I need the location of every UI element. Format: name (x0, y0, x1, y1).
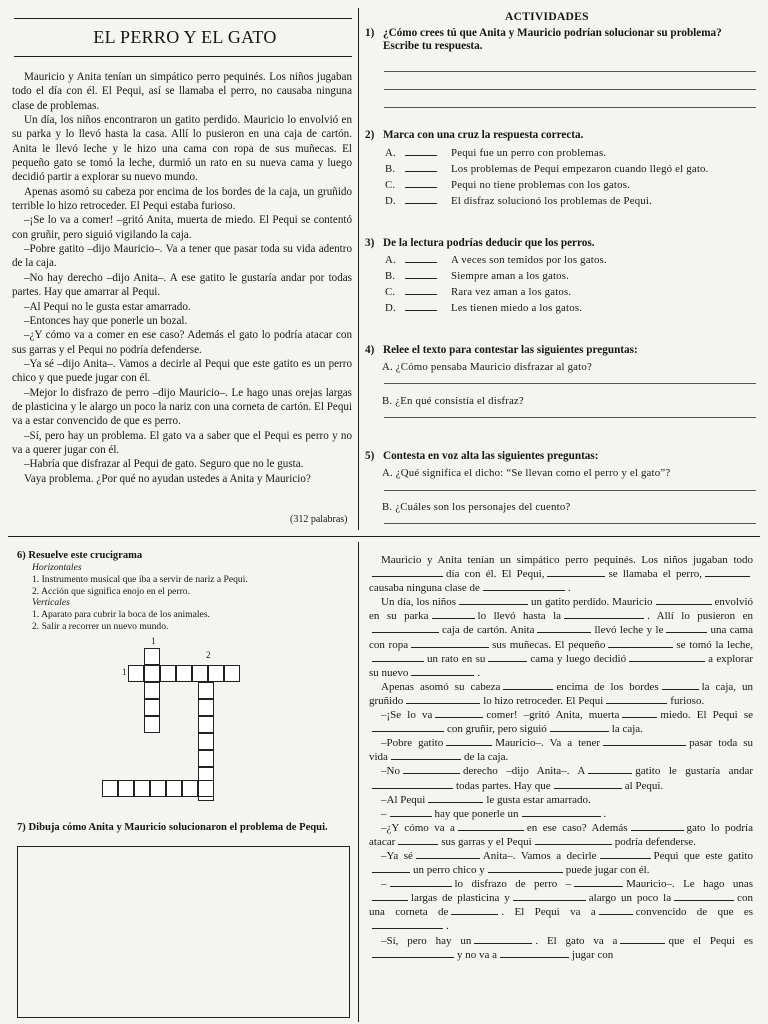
cloze-segment: –Pobre gatito (381, 737, 444, 750)
option-letter: C. (385, 286, 396, 298)
blank-field[interactable] (403, 764, 460, 774)
checkbox-blank[interactable] (405, 179, 437, 188)
cloze-segment: sus garras y el Pequi (441, 835, 532, 848)
answer-line[interactable] (384, 107, 756, 108)
blank-field[interactable] (588, 764, 632, 774)
story-paragraph: Mauricio y Anita tenían un simpático perro pequinés. Los niños jugaban todo el día con él. El Pequi, así se llamaba el perro, no causaba ninguna clase de problemas. (12, 71, 352, 112)
crossword-cell[interactable] (198, 733, 214, 750)
blank-field[interactable] (574, 877, 623, 887)
answer-line[interactable] (384, 89, 756, 90)
crossword-cell[interactable] (198, 682, 214, 699)
option-letter: B. (385, 270, 396, 282)
blank-field[interactable] (488, 863, 563, 873)
question-3 (365, 237, 760, 250)
blank-field[interactable] (631, 821, 684, 831)
word-count: (312 palabras) (290, 514, 348, 525)
cloze-segment: gato lo podría atacar (369, 821, 753, 848)
cloze-segment: . (567, 582, 571, 595)
cloze-segment: hay que ponerle un (434, 807, 519, 820)
story-paragraph: –Mejor lo disfrazo de perro –dijo Mauricio–. Le hago unas orejas largas de plasticina y le alargo un poco la nariz con una corneta de cartón. El Pequi va a estar convencido de que es perro. (12, 386, 352, 428)
horizontal-divider (8, 536, 760, 537)
option-text: Pequi fue un perro con problemas. (451, 147, 607, 159)
cloze-paragraph (369, 793, 753, 807)
crossword-number: 1 (151, 636, 156, 646)
blank-field[interactable] (537, 623, 591, 633)
question-4b: B. ¿En qué consistía el disfraz? (382, 395, 524, 407)
blank-field[interactable] (666, 623, 707, 633)
crossword-cell[interactable] (192, 665, 208, 682)
story-paragraph: –¿Y cómo va a comer en ese caso? Además el gato lo podría atacar con sus garras y el Pequi no podría defenderse. (12, 329, 352, 356)
blank-field[interactable] (372, 779, 453, 789)
story-paragraph: –Al Pequi no le gusta estar amarrado. (24, 300, 191, 313)
question-4 (365, 344, 760, 357)
crossword-cell[interactable] (182, 780, 198, 797)
crossword-cell[interactable] (118, 780, 134, 797)
question-5b: B. ¿Cuáles son los personajes del cuento? (382, 501, 571, 513)
crossword-cell[interactable] (198, 750, 214, 767)
blank-field[interactable] (600, 849, 651, 859)
question-2 (365, 129, 760, 142)
question-text: Contesta en voz alta las siguientes preguntas: (383, 450, 599, 462)
question-number: 5) (365, 450, 375, 462)
question-5 (365, 450, 760, 463)
blank-field[interactable] (620, 934, 665, 944)
question-7: 7) Dibuja cómo Anita y Mauricio solucionaron el problema de Pequi. (17, 822, 328, 833)
cloze-segment: jugar con (572, 948, 614, 961)
option-letter: A. (385, 254, 396, 266)
checkbox-blank[interactable] (405, 195, 437, 204)
option-a[interactable] (385, 254, 765, 266)
option-text: A veces son temidos por los gatos. (451, 254, 607, 266)
cloze-segment: –¡Se lo va (381, 709, 433, 722)
crossword-cell[interactable] (144, 682, 160, 699)
blank-field[interactable] (391, 750, 461, 760)
option-text: Rara vez aman a los gatos. (451, 286, 572, 298)
cloze-segment: una cama con ropa (369, 624, 753, 651)
cloze-segment: en ese caso? Además (526, 821, 628, 834)
blank-field[interactable] (372, 722, 444, 732)
option-text: Pequi no tiene problemas con los gatos. (451, 179, 631, 191)
option-letter: B. (385, 163, 396, 175)
blank-field[interactable] (535, 835, 612, 845)
story-paragraph: –Ya sé –dijo Anita–. Vamos a decirle al Pequi que este gatito es un perro chico y que puede jugar con él. (12, 357, 352, 385)
cloze-segment: Pequi que este gatito (653, 849, 753, 862)
clue-horizontal-1: 1. Instrumento musical que iba a servir de nariz a Pequi. (32, 574, 248, 585)
cloze-segment: podría defenderse. (614, 835, 696, 848)
option-letter: D. (385, 302, 396, 314)
story-paragraph: Vaya problema. ¿Por qué no ayudan ustedes a Anita y Mauricio? (24, 472, 311, 485)
cloze-segment: . El Pequi va a (501, 906, 596, 919)
blank-field[interactable] (435, 708, 483, 718)
checkbox-blank[interactable] (405, 147, 437, 156)
option-letter: D. (385, 195, 396, 207)
cloze-segment: cama y luego decidió (530, 652, 627, 665)
checkbox-blank[interactable] (405, 163, 437, 172)
crossword-number: 1 (122, 667, 127, 677)
crossword-cell[interactable] (144, 648, 160, 665)
cloze-segment: llevó leche y le (594, 624, 664, 637)
option-d[interactable] (385, 302, 765, 314)
option-text: Les tienen miedo a los gatos. (451, 302, 583, 314)
cloze-segment: puede jugar con él. (565, 864, 650, 877)
vertical-label: Verticales (32, 597, 70, 608)
story-paragraph: –No hay derecho –dijo Anita–. A ese gatito le gustaría andar por todas partes. Hay que amarrar al Pequi. (12, 271, 352, 299)
answer-line[interactable] (384, 490, 756, 491)
cloze-segment: de la caja. (463, 751, 509, 764)
crossword-cell[interactable] (102, 780, 118, 797)
cloze-segment: sus muñecas. El pequeño (492, 638, 606, 651)
question-text: ¿Cómo crees tú que Anita y Mauricio podrían solucionar su problema? Escribe tu respuesta. (383, 27, 722, 52)
checkbox-blank[interactable] (405, 270, 437, 279)
cloze-segment: con gruñir, pero siguió (447, 723, 547, 736)
cloze-segment: gatito le gustaría andar (635, 765, 753, 778)
blank-field[interactable] (451, 905, 498, 915)
blank-field[interactable] (500, 948, 569, 958)
cloze-segment: Apenas asomó su cabeza (381, 680, 501, 693)
activities-title: ACTIVIDADES (505, 11, 589, 23)
blank-field[interactable] (656, 595, 712, 605)
cloze-segment: . El gato va a (535, 934, 618, 947)
cloze-segment: con una corneta de (369, 892, 753, 919)
blank-field[interactable] (674, 891, 734, 901)
cloze-text (369, 553, 753, 962)
blank-field[interactable] (372, 863, 410, 873)
checkbox-blank[interactable] (405, 302, 437, 311)
cloze-segment: todas partes. Hay que (456, 779, 551, 792)
story-paragraph: –Entonces hay que ponerle un bozal. (24, 314, 188, 327)
cloze-segment: causaba ninguna clase de (369, 582, 480, 595)
blank-field[interactable] (522, 807, 601, 817)
cloze-segment: día con él. El Pequi, (446, 568, 545, 581)
title-rule-top (14, 18, 352, 19)
story-paragraph: –Habría que disfrazar al Pequi de gato. Seguro que no le gusta. (24, 458, 304, 471)
cloze-segment: Anita–. Vamos a decirle (482, 849, 597, 862)
story-text (12, 70, 352, 486)
cloze-segment: –¿Y cómo va a (381, 821, 455, 834)
blank-field[interactable] (390, 807, 432, 817)
option-letter: C. (385, 179, 396, 191)
blank-field[interactable] (488, 652, 527, 662)
blank-field[interactable] (416, 849, 480, 859)
cloze-paragraph (369, 680, 753, 708)
cloze-segment: convencido de que es (635, 906, 753, 919)
drawing-box[interactable] (17, 846, 350, 1018)
cloze-segment: –Ya sé (381, 849, 413, 862)
blank-field[interactable] (608, 638, 673, 648)
question-number: 2) (365, 129, 375, 141)
blank-field[interactable] (705, 567, 750, 577)
blank-field[interactable] (474, 934, 532, 944)
option-b[interactable] (385, 163, 765, 175)
blank-field[interactable] (458, 821, 524, 831)
cloze-paragraph (369, 595, 753, 680)
blank-field[interactable] (372, 652, 424, 662)
blank-field[interactable] (372, 567, 443, 577)
blank-field[interactable] (372, 919, 443, 929)
crossword-cell[interactable] (208, 665, 224, 682)
crossword-cell[interactable] (198, 699, 214, 716)
crossword-cell[interactable] (160, 665, 176, 682)
answer-line[interactable] (384, 383, 756, 384)
cloze-segment: . (446, 920, 449, 933)
crossword-title: 6) Resuelve este crucigrama (17, 550, 143, 561)
blank-field[interactable] (390, 877, 452, 887)
crossword-number: 2 (206, 650, 211, 660)
cloze-segment: Mauricio–. Le hago unas (626, 878, 754, 891)
option-d[interactable] (385, 195, 765, 207)
option-text: Siempre aman a los gatos. (451, 270, 570, 282)
cloze-segment: . Allí lo pusieron en (647, 610, 754, 623)
cloze-segment: encima de los bordes (556, 680, 659, 693)
blank-field[interactable] (372, 623, 439, 633)
cloze-paragraph (369, 849, 753, 877)
blank-field[interactable] (547, 567, 605, 577)
blank-field[interactable] (372, 891, 408, 901)
horizontal-label: Horizontales (32, 562, 82, 573)
question-1 (365, 27, 760, 53)
cloze-paragraph (369, 877, 753, 933)
option-c[interactable] (385, 286, 765, 298)
cloze-segment: miedo. El Pequi se (660, 709, 753, 722)
blank-field[interactable] (564, 609, 644, 619)
cloze-segment: al Pequi. (624, 779, 664, 792)
cloze-segment: . (603, 807, 607, 820)
cloze-paragraph (369, 807, 753, 821)
answer-line[interactable] (384, 71, 756, 72)
cloze-segment: un rato en su (427, 652, 486, 665)
cloze-segment: alargo un poco la (588, 892, 672, 905)
question-number: 1) (365, 27, 375, 39)
story-paragraph: Un día, los niños encontraron un gatito perdido. Mauricio lo envolvió en su parka y lo llevó hasta la casa. Allí lo pusieron en una caja de cartón. Anita le llevó leche y le hizo una cama con ropa de sus muñecas. El pequeño gato se tomó la leche, durmió un rato en su nueva cama y luego decidió partir a explorar su nuevo mundo. (12, 114, 352, 184)
blank-field[interactable] (372, 948, 454, 958)
title-rule-bottom (14, 56, 352, 57)
blank-field[interactable] (606, 694, 667, 704)
cloze-segment: . (477, 666, 481, 679)
crossword-cell[interactable] (134, 780, 150, 797)
blank-field[interactable] (662, 680, 699, 690)
blank-field[interactable] (428, 793, 483, 803)
cloze-paragraph (369, 736, 753, 764)
story-paragraph: –Sí, pero hay un problema. El gato va a saber que el Pequi es perro y no va a querer jugar con él. (12, 429, 352, 456)
cloze-segment: – (381, 878, 387, 891)
blank-field[interactable] (603, 736, 686, 746)
cloze-segment: un perro chico y (413, 864, 485, 877)
question-number: 4) (365, 344, 375, 356)
blank-field[interactable] (398, 835, 438, 845)
blank-field[interactable] (411, 666, 474, 676)
center-divider-top (358, 8, 359, 530)
cloze-segment: largas de plasticina y (411, 892, 510, 905)
cloze-segment: Un día, los niños (381, 596, 457, 609)
question-5a: A. ¿Qué significa el dicho: “Se llevan como el perro y el gato”? (382, 467, 671, 479)
blank-field[interactable] (629, 652, 705, 662)
story-title: EL PERRO Y EL GATO (93, 27, 277, 47)
cloze-segment: se llamaba el perro, (608, 568, 702, 581)
cloze-paragraph (369, 934, 753, 962)
clue-horizontal-2: 2. Acción que significa enojo en el perro. (32, 586, 190, 597)
checkbox-blank[interactable] (405, 254, 437, 263)
blank-field[interactable] (513, 891, 586, 901)
cloze-paragraph (369, 708, 753, 736)
clue-vertical-1: 1. Aparato para cubrir la boca de los animales. (32, 609, 210, 620)
crossword-cell[interactable] (166, 780, 182, 797)
blank-field[interactable] (622, 708, 657, 718)
cloze-segment: – (381, 807, 387, 820)
crossword-cell[interactable] (144, 716, 160, 733)
crossword-cell[interactable] (224, 665, 240, 682)
option-text: Los problemas de Pequi empezaron cuando llegó el gato. (451, 163, 709, 175)
blank-field[interactable] (411, 638, 489, 648)
story-paragraph: Apenas asomó su cabeza por encima de los bordes de la caja, un gruñido terrible lo hizo retroceder. El Pequi estaba furioso. (12, 185, 352, 213)
blank-field[interactable] (459, 595, 528, 605)
crossword-cell[interactable] (150, 780, 166, 797)
cloze-segment: –Sí, pero hay un (381, 934, 472, 947)
crossword-cell[interactable] (198, 716, 214, 733)
cloze-segment: lo hizo retroceder. El Pequi (483, 694, 604, 707)
blank-field[interactable] (446, 736, 492, 746)
story-paragraph: –¡Se lo va a comer! –gritó Anita, muerta de miedo. El Pequi se contentó con gruñir, pero siguió vigilando la caja. (12, 214, 352, 241)
cloze-segment: caja de cartón. Anita (442, 624, 535, 637)
option-b[interactable] (385, 270, 765, 282)
crossword-cell[interactable] (144, 665, 160, 682)
cloze-segment: lo disfrazo de perro – (454, 878, 572, 891)
cloze-segment: comer! –gritó Anita, muerta (486, 709, 620, 722)
cloze-segment: un gatito perdido. Mauricio (531, 596, 653, 609)
crossword-cell[interactable] (144, 699, 160, 716)
cloze-segment: a explorar su nuevo (369, 652, 754, 679)
cloze-segment: y no va a (457, 948, 498, 961)
crossword-cell[interactable] (128, 665, 144, 682)
cloze-segment: –Al Pequi (381, 793, 426, 806)
question-number: 3) (365, 237, 375, 249)
option-letter: A. (385, 147, 396, 159)
cloze-segment: lo llevó hasta la (477, 610, 562, 623)
cloze-segment: envolvió en su parka (369, 596, 753, 623)
question-text: Relee el texto para contestar las siguientes preguntas: (383, 344, 638, 356)
cloze-segment: Mauricio y Anita tenían un simpático perro pequinés. Los niños jugaban todo (381, 554, 753, 566)
blank-field[interactable] (554, 779, 622, 789)
cloze-segment: que el Pequi es (668, 934, 753, 947)
clue-vertical-2: 2. Salir a recorrer un nuevo mundo. (32, 621, 169, 632)
cloze-paragraph (369, 553, 753, 595)
blank-field[interactable] (406, 694, 480, 704)
blank-field[interactable] (432, 609, 475, 619)
cloze-segment: le gusta estar amarrado. (486, 793, 591, 806)
cloze-segment: pasar toda su vida (369, 737, 753, 764)
cloze-segment: la caja. (611, 723, 643, 736)
answer-line[interactable] (384, 523, 756, 524)
option-text: El disfraz solucionó los problemas de Pequi. (451, 195, 653, 207)
option-a[interactable] (385, 147, 765, 159)
center-divider-bottom (358, 542, 359, 1022)
cloze-paragraph (369, 821, 753, 849)
cloze-paragraph (369, 764, 753, 792)
blank-field[interactable] (483, 581, 565, 591)
cloze-segment: Mauricio–. Va a tener (495, 737, 601, 750)
cloze-segment: la caja, un gruñido (369, 680, 753, 707)
crossword-cell[interactable] (176, 665, 192, 682)
cloze-segment: furioso. (670, 694, 705, 707)
story-paragraph: –Pobre gatito –dijo Mauricio–. Va a tener que pasar toda su vida adentro de la caja. (12, 243, 352, 270)
question-text: De la lectura podrías deducir que los perros. (383, 237, 595, 249)
question-text: Marca con una cruz la respuesta correcta. (383, 129, 584, 141)
cloze-segment: –No (381, 765, 400, 778)
question-4a: A. ¿Cómo pensaba Mauricio disfrazar al gato? (382, 361, 592, 373)
crossword-cell[interactable] (198, 780, 214, 797)
option-c[interactable] (385, 179, 765, 191)
blank-field[interactable] (599, 905, 633, 915)
blank-field[interactable] (503, 680, 553, 690)
answer-line[interactable] (384, 417, 756, 418)
cloze-segment: se tomó la leche, (676, 638, 753, 651)
checkbox-blank[interactable] (405, 286, 437, 295)
blank-field[interactable] (550, 722, 609, 732)
cloze-segment: derecho –dijo Anita–. A (462, 765, 586, 778)
